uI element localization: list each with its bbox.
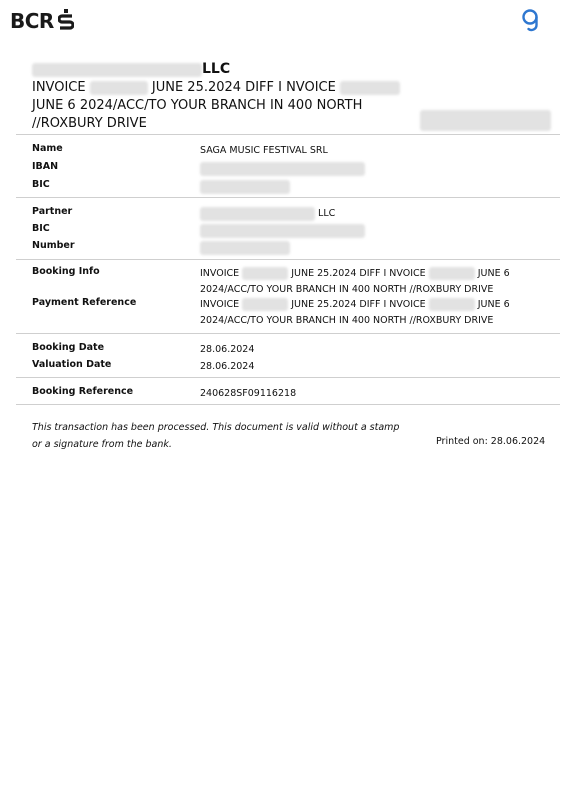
booking-info-value: INVOICE JUNE 25.2024 DIFF I NVOICE JUNE 6 2024/ACC/TO YOUR BRANCH IN 400 NORTH //ROXBURY DRIVE (200, 268, 510, 295)
george-g-icon (518, 6, 542, 36)
bic-label: BIC (32, 179, 50, 190)
partner-label: Partner (32, 206, 73, 217)
bcr-s-symbol-icon (58, 9, 74, 33)
divider (16, 134, 560, 135)
processed-note (32, 419, 399, 453)
partner-value (200, 206, 520, 222)
brand-name: BCR (10, 9, 54, 33)
divider (16, 333, 560, 334)
redacted-invoice-no (90, 81, 148, 95)
divider (16, 377, 560, 378)
name-label: Name (32, 143, 63, 154)
payment-reference-label: Payment Reference (32, 297, 137, 308)
title-line-3: //ROXBURY DRIVE (32, 116, 147, 131)
note-line-1: This transaction has been processed. This document is valid without a stamp (32, 422, 400, 433)
bcr-logo (10, 9, 74, 33)
title-invoice: INVOICE (32, 80, 86, 95)
divider (16, 404, 560, 405)
number-value (200, 240, 520, 256)
partner-bic-label: BIC (32, 223, 50, 234)
note-line-2: or a signature from the bank. (32, 439, 172, 450)
booking-reference-label: Booking Reference (32, 386, 134, 397)
company-line (32, 60, 522, 79)
redacted-company (32, 63, 202, 77)
payment-reference-value: INVOICE JUNE 25.2024 DIFF I NVOICE JUNE 6 2024/ACC/TO YOUR BRANCH IN 400 NORTH //ROXBURY DRIVE (200, 299, 510, 326)
divider (16, 197, 560, 198)
title-line-1 (32, 79, 522, 97)
partner-bic-value (200, 223, 520, 239)
iban-label: IBAN (32, 161, 59, 172)
number-label: Number (32, 240, 75, 251)
booking-date-value: 28.06.2024 (200, 344, 255, 355)
company-suffix: LLC (202, 61, 231, 77)
iban-value (200, 161, 520, 177)
title-line-1-rest: JUNE 25.2024 DIFF I NVOICE (151, 80, 336, 95)
printed-date: Printed on: 28.06.2024 (436, 436, 546, 447)
valuation-date-value: 28.06.2024 (200, 361, 255, 372)
redacted-amount (420, 110, 551, 131)
booking-info-label: Booking Info (32, 266, 100, 277)
booking-date-label: Booking Date (32, 342, 105, 353)
redacted-invoice-no-2 (340, 81, 400, 95)
title-line-2: JUNE 6 2024/ACC/TO YOUR BRANCH IN 400 NORTH (32, 98, 363, 113)
bic-value (200, 179, 520, 195)
valuation-date-label: Valuation Date (32, 359, 112, 370)
partner-suffix: LLC (318, 208, 336, 219)
booking-reference-value: 240628SF09116218 (200, 388, 297, 399)
divider (16, 259, 560, 260)
name-value: SAGA MUSIC FESTIVAL SRL (200, 145, 328, 156)
